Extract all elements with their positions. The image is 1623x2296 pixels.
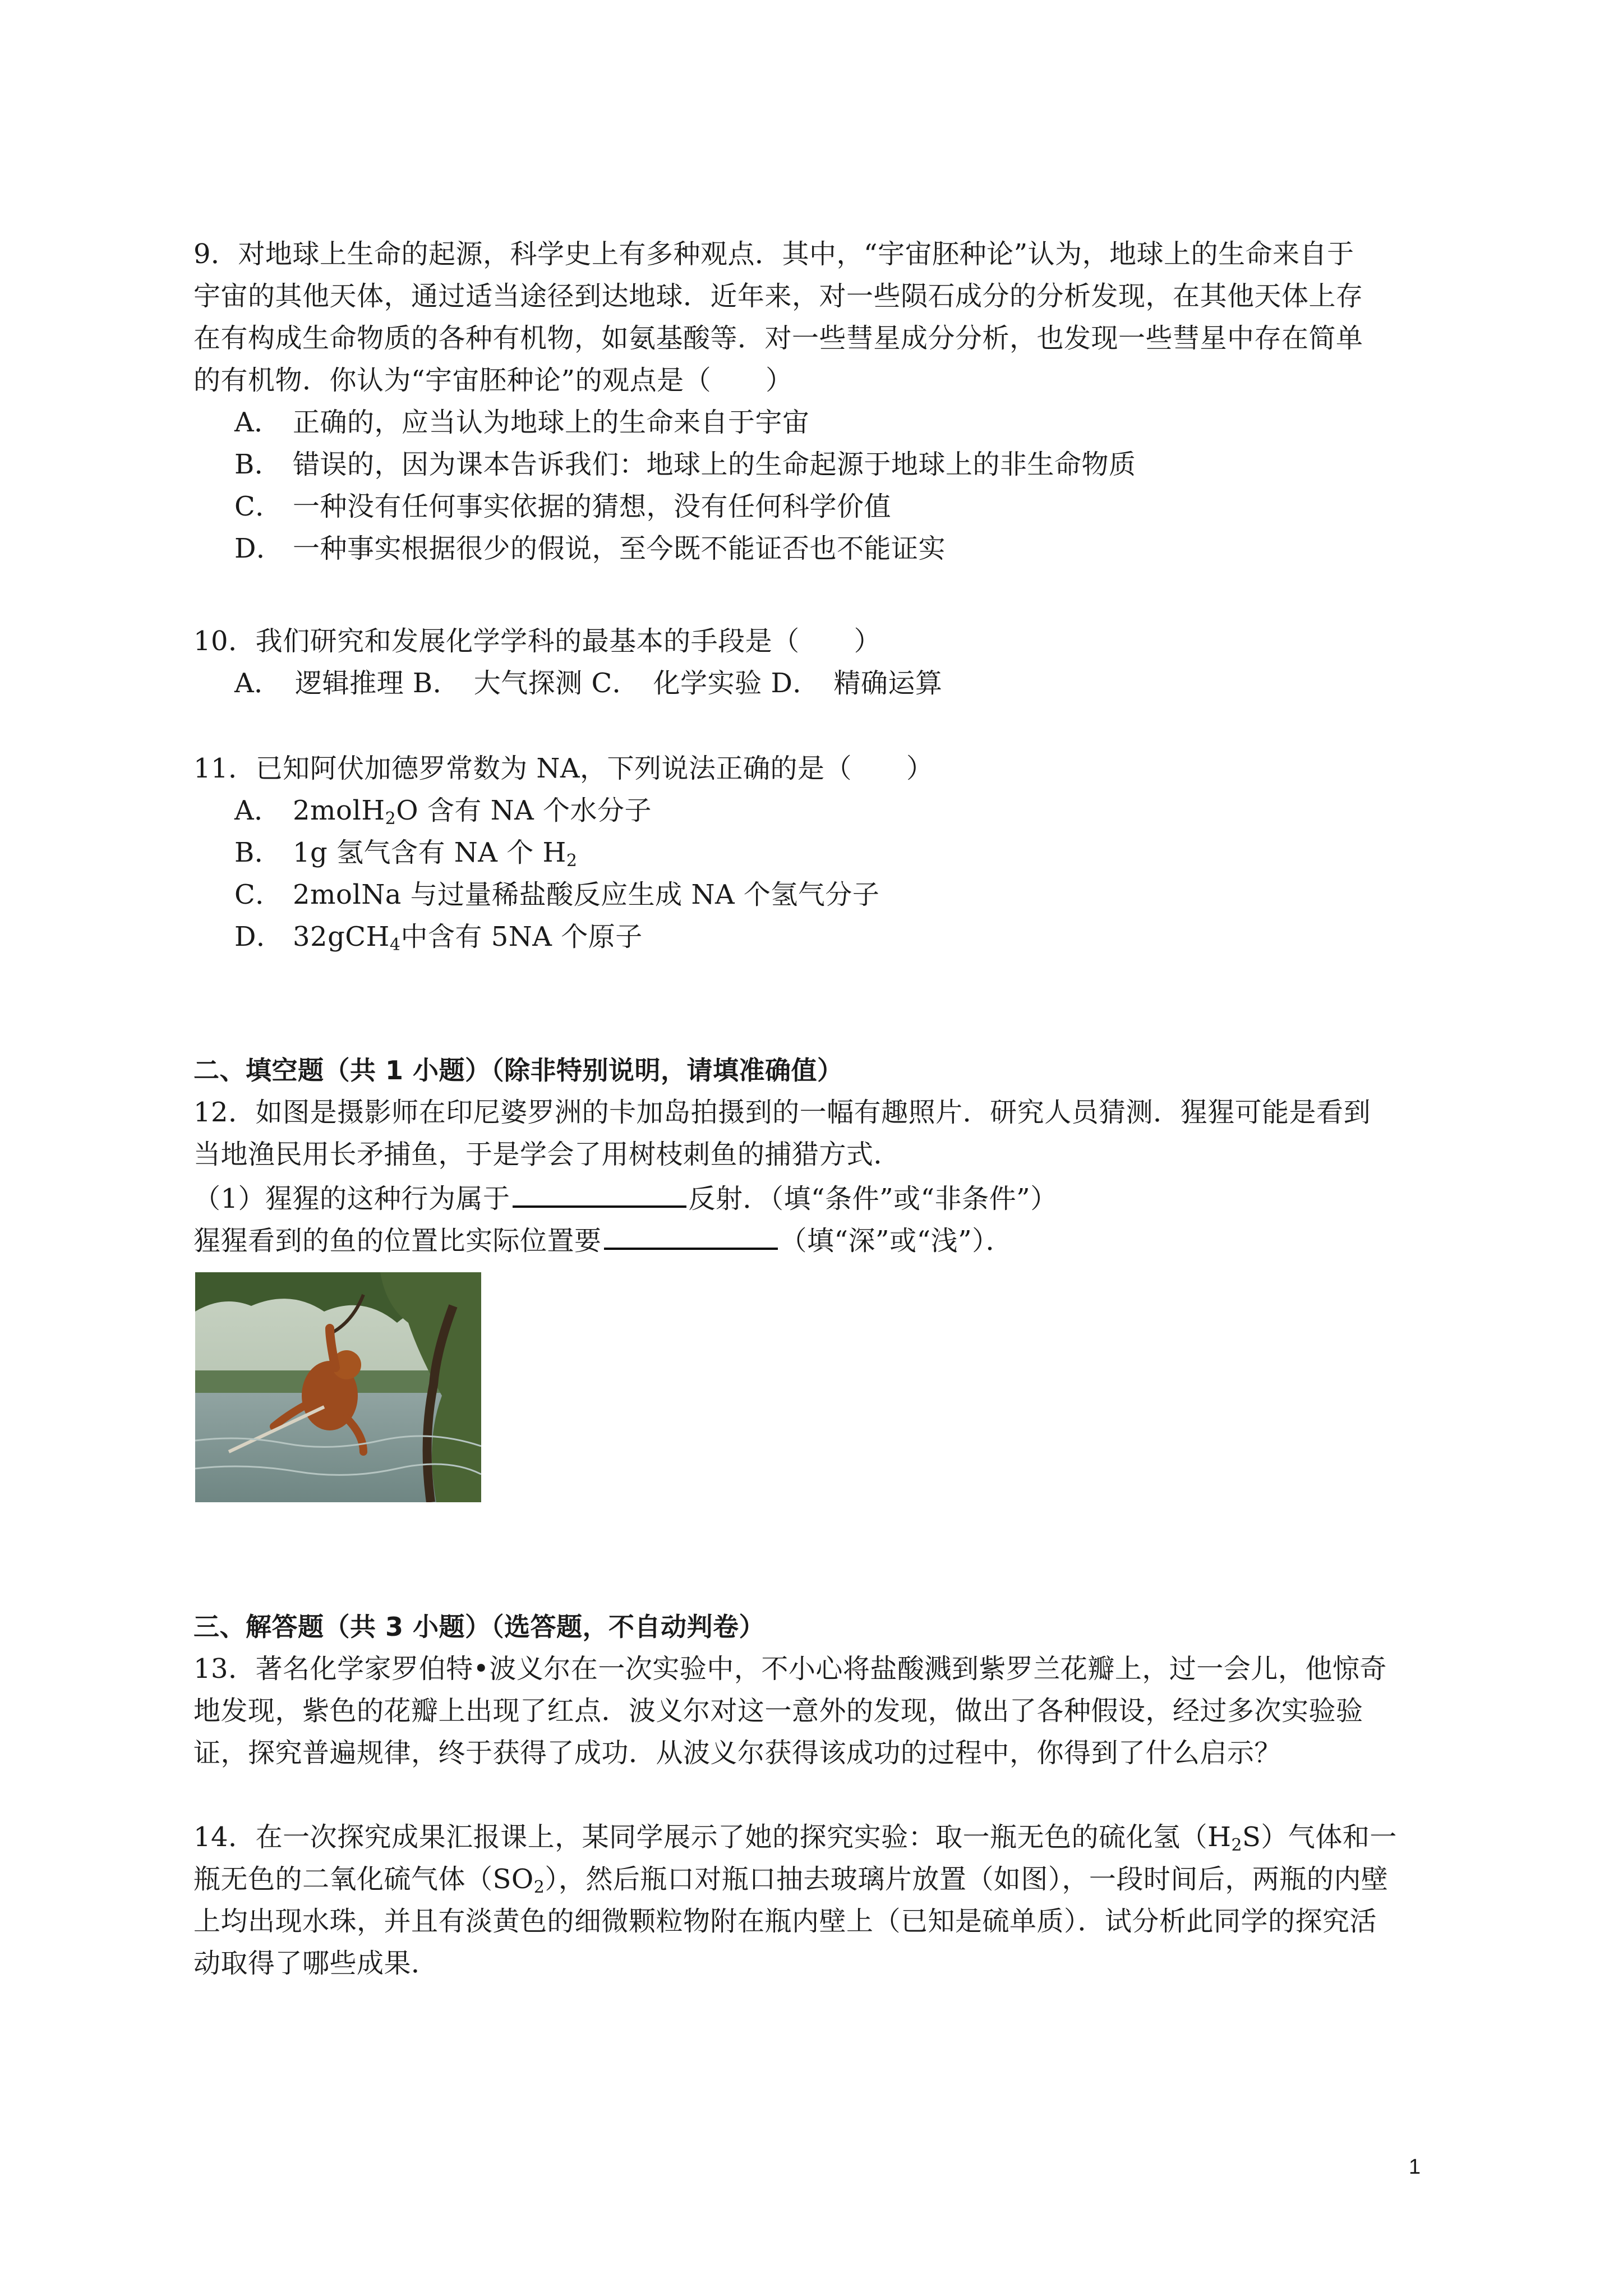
option-text: 2molNa 与过量稀盐酸反应生成 NA 个氢气分子 [293, 879, 880, 910]
q13-line-1: 13．著名化学家罗伯特•波义尔在一次实验中，不小心将盐酸溅到紫罗兰花瓣上，过一会儿，他惊奇 [193, 1653, 1387, 1685]
q12-part-1-hint: 反射．（填“条件”或“非条件”） [688, 1183, 1058, 1214]
section-3-heading: 三、解答题（共 3 小题）（选答题，不自动判卷） [193, 1612, 766, 1642]
orangutan-photo-illustration [195, 1272, 481, 1502]
q12-part-1 [193, 1180, 1058, 1216]
q14-line-1 [193, 1820, 1397, 1854]
option-label: A． [234, 795, 282, 826]
q14-text: S）气体和一 [1242, 1821, 1397, 1853]
q11-option-b [234, 836, 577, 869]
q12-part-2-hint: （填“深”或“浅”）． [780, 1225, 1013, 1257]
subscript: 2 [533, 1878, 545, 1897]
option-label: C． [234, 879, 283, 910]
option-label: B． [234, 449, 282, 480]
section-2-heading: 二、填空题（共 1 小题）（除非特别说明，请填准确值） [193, 1055, 843, 1085]
q12-part-2 [193, 1222, 1013, 1258]
q13-line-2: 地发现，紫色的花瓣上出现了红点．波义尔对这一意外的发现，做出了各种假设，经过多次实验验 [193, 1695, 1363, 1727]
q13-line-3: 证，探究普遍规律，终于获得了成功．从波义尔获得该成功的过程中，你得到了什么启示？ [193, 1737, 1282, 1769]
q11-stem: 11．已知阿伏加德罗常数为 NA，下列说法正确的是（ ） [193, 753, 934, 784]
q14-text: 瓶无色的二氧化硫气体（SO [193, 1864, 534, 1895]
q12-part-1-text: （1）猩猩的这种行为属于 [193, 1183, 510, 1214]
q11-option-d [234, 920, 643, 954]
q10-options: A． 逻辑推理 B． 大气探测 C． 化学实验 D． 精确运算 [234, 668, 943, 699]
answer-blank[interactable] [604, 1222, 778, 1250]
option-text: 一种事实根据很少的假说，至今既不能证否也不能证实 [293, 533, 946, 564]
q14-line-3: 上均出现水珠，并且有淡黄色的细微颗粒物附在瓶内壁上（已知是硫单质）．试分析此同学的探究活 [193, 1906, 1377, 1937]
q14-line-2 [193, 1862, 1388, 1896]
q9-option-a [234, 406, 810, 439]
page-number: 1 [1409, 2155, 1421, 2179]
subscript: 2 [566, 851, 578, 871]
option-text: 32gCH [293, 921, 390, 953]
option-text: 2molH [293, 795, 385, 826]
option-text: 1g 氢气含有 NA 个 H [293, 837, 566, 868]
answer-blank[interactable] [513, 1180, 686, 1208]
option-label: A． [234, 407, 282, 438]
option-text: O 含有 NA 个水分子 [396, 795, 652, 826]
q9-stem-line-1: 9．对地球上生命的起源，科学史上有多种观点．其中，“宇宙胚种论”认为，地球上的生命来自于 [193, 238, 1354, 270]
q12-stem-line-1: 12．如图是摄影师在印尼婆罗洲的卡加岛拍摄到的一幅有趣照片．研究人员猜测．猩猩可能是看到 [193, 1097, 1371, 1128]
q9-stem-line-3: 在有构成生命物质的各种有机物，如氨基酸等．对一些彗星成分分析，也发现一些彗星中存在简单 [193, 323, 1363, 354]
q12-part-2-text: 猩猩看到的鱼的位置比实际位置要 [193, 1225, 602, 1257]
option-text: 中含有 5NA 个原子 [400, 921, 643, 953]
option-text: 正确的，应当认为地球上的生命来自于宇宙 [293, 407, 810, 438]
orangutan-photo [195, 1272, 481, 1502]
option-text: 错误的，因为课本告诉我们：地球上的生命起源于地球上的非生命物质 [293, 449, 1136, 480]
option-label: D． [234, 921, 284, 953]
q14-text: 14．在一次探究成果汇报课上，某同学展示了她的探究实验：取一瓶无色的硫化氢（H [193, 1821, 1232, 1853]
option-label: D． [234, 533, 284, 564]
q9-option-b [234, 448, 1136, 481]
q11-option-a [234, 794, 652, 827]
subscript: 2 [1231, 1835, 1243, 1855]
q12-stem-line-2: 当地渔民用长矛捕鱼，于是学会了用树枝刺鱼的捕猎方式． [193, 1139, 901, 1170]
option-label: B． [234, 837, 282, 868]
option-label: C． [234, 491, 283, 522]
q10-stem: 10．我们研究和发展化学学科的最基本的手段是（ ） [193, 625, 882, 657]
q14-text: ），然后瓶口对瓶口抽去玻璃片放置（如图），一段时间后，两瓶的内壁 [545, 1864, 1389, 1895]
option-text: 一种没有任何事实依据的猜想，没有任何科学价值 [293, 491, 892, 522]
q9-option-c [234, 490, 891, 523]
q9-stem-line-2: 宇宙的其他天体，通过适当途径到达地球．近年来，对一些陨石成分的分析发现，在其他天体上存 [193, 280, 1363, 312]
q14-line-4: 动取得了哪些成果． [193, 1948, 439, 1979]
subscript: 2 [385, 809, 396, 829]
q11-option-c [234, 878, 879, 912]
q9-option-d [234, 532, 946, 565]
q9-stem-line-4: 的有机物．你认为“宇宙胚种论”的观点是（ ） [193, 365, 793, 396]
subscript: 4 [389, 935, 401, 955]
